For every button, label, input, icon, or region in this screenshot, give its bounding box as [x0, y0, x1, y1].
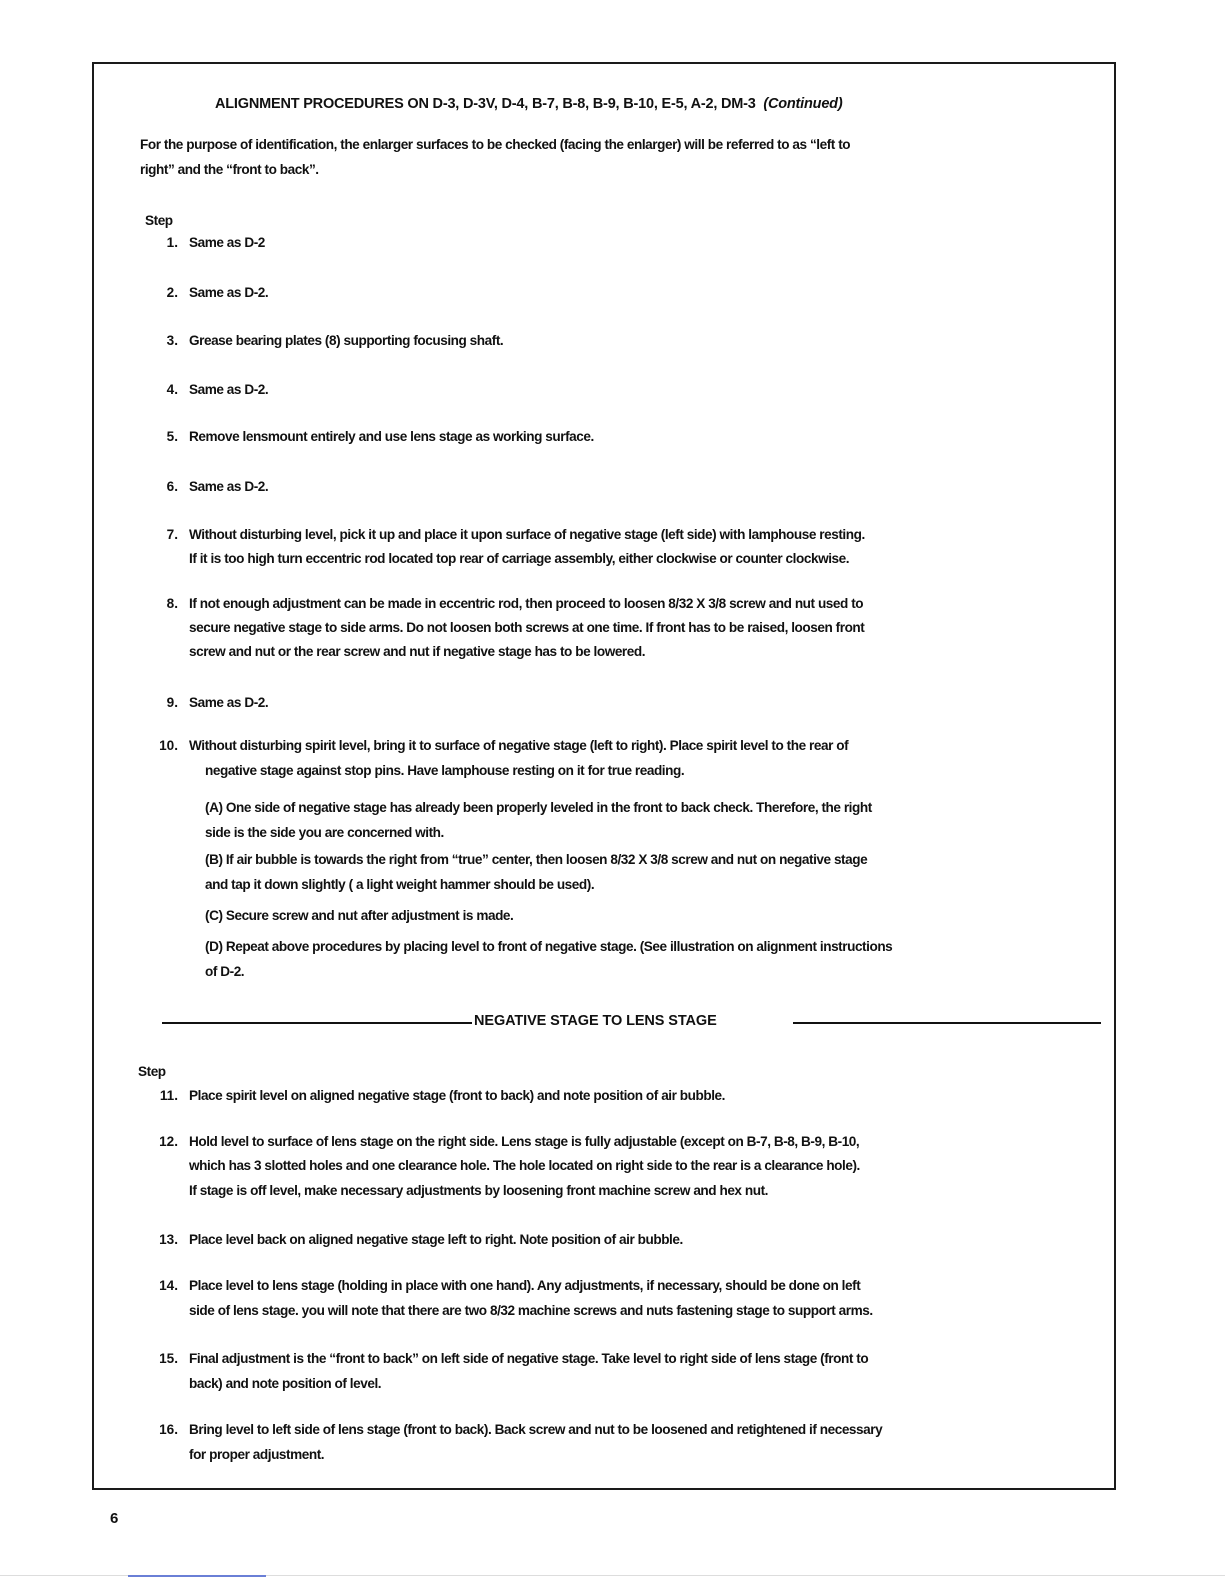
step-text: side of lens stage. you will note that there are two 8/32 machine screws and nuts fastening stage to support arms. — [189, 1303, 873, 1318]
step-text: If not enough adjustment can be made in eccentric rod, then proceed to loosen 8/32 X 3/8 screw and nut used to — [189, 596, 864, 611]
step-text: Grease bearing plates (8) supporting focusing shaft. — [189, 333, 504, 348]
step-text: Bring level to left side of lens stage (front to back). Back screw and nut to be loosened and retightened if necessary — [189, 1422, 883, 1437]
step-text: Hold level to surface of lens stage on the right side. Lens stage is fully adjustable (except on B-7, B-8, B-9, B-10, — [189, 1134, 860, 1149]
substep-text: (B) If air bubble is towards the right from “true” center, then loosen 8/32 X 3/8 screw and nut on negative stage — [205, 852, 868, 867]
step-text: for proper adjustment. — [189, 1447, 325, 1462]
step-text: If stage is off level, make necessary adjustments by loosening front machine screw and hex nut. — [189, 1183, 768, 1198]
substep-text: (D) Repeat above procedures by placing level to front of negative stage. (See illustration on alignment instructions — [205, 939, 893, 954]
section-heading: NEGATIVE STAGE TO LENS STAGE — [474, 1013, 717, 1029]
step-label: Step — [145, 213, 173, 228]
step-number: 4. — [166, 382, 178, 397]
heading-rule-right — [793, 1022, 1101, 1024]
step-number: 13. — [159, 1232, 178, 1247]
step-text: secure negative stage to side arms. Do not loosen both screws at one time. If front has to be raised, loosen front — [189, 620, 865, 635]
page-number: 6 — [110, 1510, 119, 1527]
step-number: 3. — [166, 333, 178, 348]
step-number: 2. — [166, 285, 178, 300]
step-text: Same as D-2 — [189, 235, 265, 250]
substep-text: and tap it down slightly ( a light weight hammer should be used). — [205, 877, 595, 892]
step-text: Final adjustment is the “front to back” on left side of negative stage. Take level to right side of lens stage (front to — [189, 1351, 869, 1366]
step-text: which has 3 slotted holes and one clearance hole. The hole located on right side to the rear is a clearance hole). — [189, 1158, 860, 1173]
step-label: Step — [138, 1064, 166, 1079]
intro-line: For the purpose of identification, the enlarger surfaces to be checked (facing the enlarger) will be referred to as “left to — [140, 137, 851, 152]
step-text: Same as D-2. — [189, 479, 269, 494]
substep-text: of D-2. — [205, 964, 245, 979]
step-number: 10. — [159, 738, 178, 753]
step-number: 5. — [166, 429, 178, 444]
step-text: negative stage against stop pins. Have lamphouse resting on it for true reading. — [205, 763, 685, 778]
step-number: 9. — [166, 695, 178, 710]
step-text: Place level to lens stage (holding in place with one hand). Any adjustments, if necessary, should be done on left — [189, 1278, 861, 1293]
step-text: Same as D-2. — [189, 695, 269, 710]
step-text: screw and nut or the rear screw and nut if negative stage has to be lowered. — [189, 644, 646, 659]
step-text: back) and note position of level. — [189, 1376, 382, 1391]
step-number: 6. — [166, 479, 178, 494]
step-text: Place spirit level on aligned negative stage (front to back) and note position of air bubble. — [189, 1088, 725, 1103]
step-text: Remove lensmount entirely and use lens stage as working surface. — [189, 429, 594, 444]
step-text: Place level back on aligned negative stage left to right. Note position of air bubble. — [189, 1232, 683, 1247]
step-number: 7. — [166, 527, 178, 542]
step-text: Same as D-2. — [189, 382, 269, 397]
page-title — [215, 95, 842, 113]
title-text: ALIGNMENT PROCEDURES ON D-3, D-3V, D-4, B-7, B-8, B-9, B-10, E-5, A-2, DM-3 — [215, 96, 756, 112]
step-text: Same as D-2. — [189, 285, 269, 300]
intro-line: right” and the “front to back”. — [140, 162, 319, 177]
substep-text: (C) Secure screw and nut after adjustment is made. — [205, 908, 514, 923]
step-number: 12. — [159, 1134, 178, 1149]
heading-rule-left — [162, 1022, 472, 1024]
step-text: Without disturbing level, pick it up and place it upon surface of negative stage (left side) with lamphouse resting. — [189, 527, 865, 542]
step-number: 16. — [159, 1422, 178, 1437]
step-text: If it is too high turn eccentric rod located top rear of carriage assembly, either clockwise or counter clockwise. — [189, 551, 850, 566]
substep-text: (A) One side of negative stage has already been properly leveled in the front to back check. Therefore, the right — [205, 800, 872, 815]
step-number: 1. — [166, 235, 178, 250]
scan-mark — [128, 1575, 266, 1577]
step-text: Without disturbing spirit level, bring it to surface of negative stage (left to right). Place spirit level to the rear of — [189, 738, 849, 753]
step-number: 11. — [159, 1088, 178, 1103]
title-note: (Continued) — [763, 96, 843, 112]
substep-text: side is the side you are concerned with. — [205, 825, 444, 840]
step-number: 8. — [166, 596, 178, 611]
step-number: 15. — [159, 1351, 178, 1366]
step-number: 14. — [159, 1278, 178, 1293]
